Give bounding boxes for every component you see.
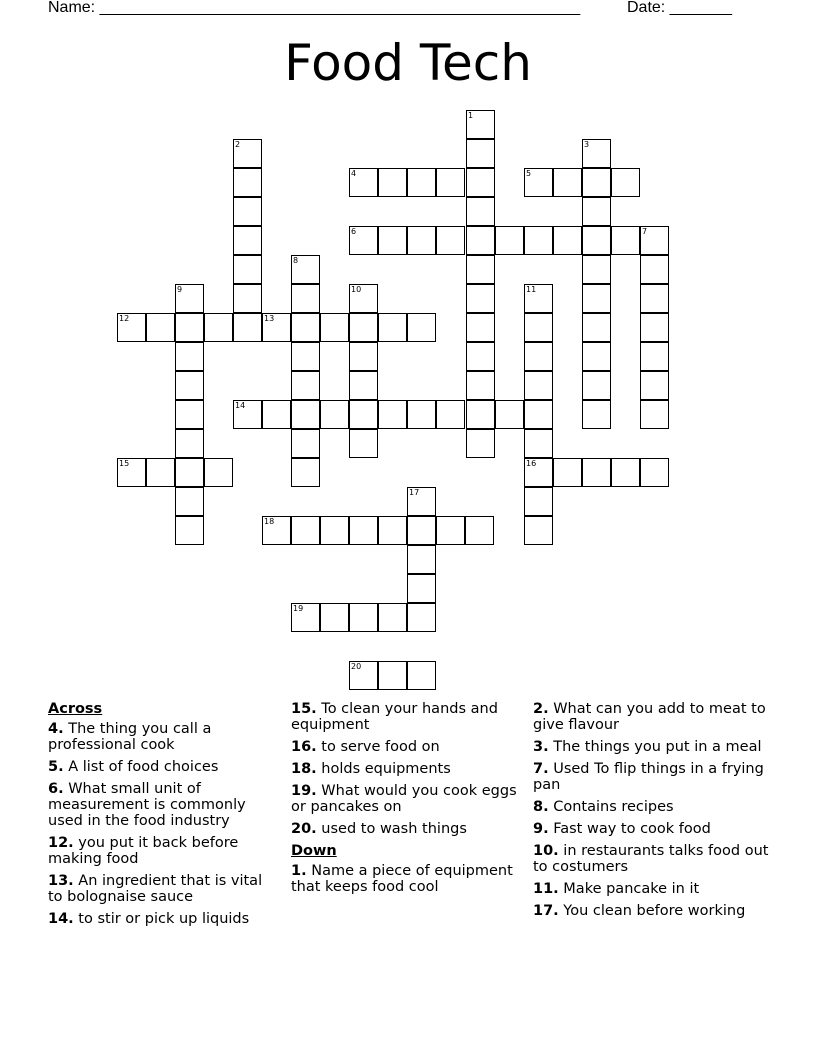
crossword-cell[interactable] <box>320 313 349 342</box>
crossword-cell[interactable] <box>407 400 436 429</box>
clue-item-number: 20. <box>291 821 317 837</box>
crossword-cell[interactable] <box>204 313 233 342</box>
crossword-cell[interactable] <box>466 371 495 400</box>
clue-item-number: 12. <box>48 835 74 851</box>
clue-item <box>533 799 773 815</box>
clue-item-number: 16. <box>291 739 317 755</box>
crossword-cell[interactable] <box>320 516 349 545</box>
crossword-cell[interactable] <box>146 458 175 487</box>
clue-item <box>48 835 278 867</box>
clue-item <box>291 739 521 755</box>
clue-number: 5 <box>526 169 532 178</box>
clue-item-text: You clean before working <box>558 903 746 919</box>
clue-item-number: 6. <box>48 781 64 797</box>
clue-item-text: The thing you call a professional cook <box>48 721 212 753</box>
crossword-cell[interactable] <box>466 313 495 342</box>
clue-item-text: to serve food on <box>316 739 440 755</box>
clue-number: 18 <box>264 517 275 526</box>
page-title: Food Tech <box>284 34 532 92</box>
crossword-cell[interactable] <box>407 168 436 197</box>
crossword-cell[interactable] <box>466 226 495 255</box>
clues-column-2 <box>291 701 521 901</box>
crossword-cell[interactable] <box>175 342 204 371</box>
crossword-cell[interactable] <box>582 284 611 313</box>
name-field-label: Name: ______________________________________________________ <box>48 0 581 16</box>
across-heading: Across <box>48 701 103 717</box>
crossword-cell[interactable] <box>524 371 553 400</box>
crossword-cell[interactable] <box>436 168 465 197</box>
crossword-cell[interactable] <box>407 603 436 632</box>
crossword-cell[interactable] <box>175 487 204 516</box>
clue-item <box>48 721 278 753</box>
clue-item-number: 1. <box>291 863 307 879</box>
down-heading: Down <box>291 843 337 859</box>
crossword-cell[interactable] <box>466 255 495 284</box>
crossword-cell[interactable] <box>466 284 495 313</box>
clue-item-text: What can you add to meat to give flavour <box>533 701 766 733</box>
crossword-cell[interactable] <box>553 226 582 255</box>
crossword-cell[interactable] <box>524 400 553 429</box>
crossword-cell[interactable] <box>466 197 495 226</box>
crossword-cell[interactable] <box>465 516 494 545</box>
clue-item-text: used to wash things <box>316 821 467 837</box>
crossword-cell[interactable] <box>175 371 204 400</box>
crossword-cell[interactable] <box>640 255 669 284</box>
crossword-cell[interactable] <box>407 226 436 255</box>
clue-item-text: An ingredient that is vital to bolognaise sauce <box>48 873 263 905</box>
crossword-cell[interactable] <box>291 284 320 313</box>
crossword-cell[interactable] <box>291 429 320 458</box>
clue-number: 7 <box>642 227 648 236</box>
crossword-cell[interactable] <box>378 313 407 342</box>
crossword-cell[interactable] <box>291 516 320 545</box>
clue-item-text: Used To flip things in a frying pan <box>533 761 764 793</box>
crossword-cell[interactable] <box>436 226 465 255</box>
clue-number: 4 <box>351 169 357 178</box>
crossword-cell[interactable] <box>233 255 262 284</box>
clue-item-number: 3. <box>533 739 549 755</box>
crossword-cell[interactable] <box>524 487 553 516</box>
clue-item-text: in restaurants talks food out to costumers <box>533 843 769 875</box>
crossword-cell[interactable] <box>524 226 553 255</box>
crossword-cell[interactable] <box>524 313 553 342</box>
crossword-cell[interactable] <box>466 429 495 458</box>
crossword-cell[interactable] <box>175 516 204 545</box>
crossword-cell[interactable] <box>233 226 262 255</box>
clue-number: 19 <box>293 604 304 613</box>
crossword-cell[interactable] <box>378 661 407 690</box>
clue-item <box>48 873 278 905</box>
crossword-cell[interactable] <box>553 458 582 487</box>
clue-item <box>48 759 278 775</box>
clue-item-number: 2. <box>533 701 549 717</box>
date-field-label: Date: _______ <box>627 0 732 16</box>
clue-number: 9 <box>177 285 183 294</box>
clue-item <box>291 863 521 895</box>
crossword-cell[interactable] <box>407 545 436 574</box>
clue-number: 6 <box>351 227 357 236</box>
crossword-cell[interactable] <box>524 516 553 545</box>
clue-number: 14 <box>235 401 246 410</box>
crossword-cell[interactable] <box>611 458 640 487</box>
clue-item <box>533 761 773 793</box>
crossword-cell[interactable] <box>378 603 407 632</box>
crossword-cell[interactable] <box>640 371 669 400</box>
clue-item-text: Make pancake in it <box>558 881 700 897</box>
crossword-cell[interactable] <box>582 371 611 400</box>
crossword-cell[interactable] <box>349 400 378 429</box>
crossword-cell[interactable] <box>582 226 611 255</box>
crossword-cell[interactable] <box>436 516 465 545</box>
clues-column-1 <box>48 701 278 933</box>
crossword-cell[interactable] <box>495 226 524 255</box>
down-clue-list <box>291 863 521 895</box>
crossword-cell[interactable] <box>524 342 553 371</box>
clue-item <box>291 701 521 733</box>
crossword-cell[interactable] <box>582 313 611 342</box>
clue-item-text: you put it back before making food <box>48 835 239 867</box>
crossword-cell[interactable] <box>582 197 611 226</box>
clue-number: 15 <box>119 459 130 468</box>
across-clue-list-continued <box>291 701 521 837</box>
crossword-cell[interactable] <box>466 400 495 429</box>
clue-item <box>291 821 521 837</box>
crossword-cell[interactable] <box>640 400 669 429</box>
clues-column-3 <box>533 701 773 925</box>
clue-item-text: to stir or pick up liquids <box>73 911 250 927</box>
crossword-cell[interactable] <box>204 458 233 487</box>
crossword-cell[interactable] <box>320 400 349 429</box>
down-clue-list-continued <box>533 701 773 919</box>
clue-item-number: 18. <box>291 761 317 777</box>
crossword-cell[interactable] <box>378 168 407 197</box>
clue-item <box>533 739 773 755</box>
clue-number: 16 <box>526 459 537 468</box>
clue-item-number: 5. <box>48 759 64 775</box>
clue-item <box>533 881 773 897</box>
clue-item-text: Contains recipes <box>548 799 674 815</box>
crossword-cell[interactable] <box>582 168 611 197</box>
crossword-cell[interactable] <box>436 400 465 429</box>
clue-item <box>533 821 773 837</box>
clue-item-number: 19. <box>291 783 317 799</box>
crossword-cell[interactable] <box>640 284 669 313</box>
crossword-cell[interactable] <box>291 458 320 487</box>
crossword-cell[interactable] <box>175 313 204 342</box>
crossword-cell[interactable] <box>175 429 204 458</box>
crossword-cell[interactable] <box>233 197 262 226</box>
crossword-cell[interactable] <box>291 371 320 400</box>
clue-item-number: 7. <box>533 761 549 777</box>
crossword-cell[interactable] <box>611 168 640 197</box>
across-clue-list <box>48 721 278 927</box>
crossword-cell[interactable] <box>640 313 669 342</box>
crossword-cell[interactable] <box>495 400 524 429</box>
clue-item-text: To clean your hands and equipment <box>291 701 498 733</box>
clue-item <box>533 903 773 919</box>
clue-number: 17 <box>409 488 420 497</box>
crossword-cell[interactable] <box>466 139 495 168</box>
crossword-cell[interactable] <box>640 458 669 487</box>
crossword-cell[interactable] <box>407 574 436 603</box>
crossword-cell[interactable] <box>291 400 320 429</box>
crossword-cell[interactable] <box>582 255 611 284</box>
clue-item-text: What small unit of measurement is commonly used in the food industry <box>48 781 246 829</box>
clue-item-number: 13. <box>48 873 74 889</box>
crossword-cell[interactable] <box>524 429 553 458</box>
clue-item <box>533 843 773 875</box>
crossword-cell[interactable] <box>233 313 262 342</box>
clue-number: 1 <box>468 111 474 120</box>
crossword-cell[interactable] <box>349 371 378 400</box>
clue-item-number: 10. <box>533 843 559 859</box>
crossword-cell[interactable] <box>233 284 262 313</box>
clue-item-number: 14. <box>48 911 74 927</box>
crossword-cell[interactable] <box>320 603 349 632</box>
crossword-cell[interactable] <box>553 168 582 197</box>
crossword-cell[interactable] <box>378 516 407 545</box>
crossword-cell[interactable] <box>146 313 175 342</box>
clue-item-number: 4. <box>48 721 64 737</box>
crossword-cell[interactable] <box>378 226 407 255</box>
clue-number: 20 <box>351 662 362 671</box>
crossword-cell[interactable] <box>582 342 611 371</box>
clue-number: 3 <box>584 140 590 149</box>
clue-item <box>48 911 278 927</box>
crossword-cell[interactable] <box>466 168 495 197</box>
crossword-cell[interactable] <box>407 313 436 342</box>
clue-item-text: The things you put in a meal <box>548 739 762 755</box>
clue-item <box>291 761 521 777</box>
crossword-cell[interactable] <box>582 458 611 487</box>
crossword-cell[interactable] <box>175 400 204 429</box>
clue-number: 2 <box>235 140 241 149</box>
clue-item-text: Fast way to cook food <box>548 821 711 837</box>
crossword-cell[interactable] <box>175 458 204 487</box>
clue-item-number: 8. <box>533 799 549 815</box>
crossword-cell[interactable] <box>291 313 320 342</box>
clue-item-number: 11. <box>533 881 559 897</box>
clue-item-text: holds equipments <box>316 761 451 777</box>
crossword-cell[interactable] <box>349 342 378 371</box>
crossword-cell[interactable] <box>378 400 407 429</box>
clue-item-number: 17. <box>533 903 559 919</box>
crossword-cell[interactable] <box>407 661 436 690</box>
clue-item-number: 15. <box>291 701 317 717</box>
clue-number: 10 <box>351 285 362 294</box>
crossword-cell[interactable] <box>349 516 378 545</box>
clue-item <box>48 781 278 829</box>
clue-number: 12 <box>119 314 130 323</box>
clue-item <box>533 701 773 733</box>
clue-item-text: A list of food choices <box>63 759 219 775</box>
crossword-cell[interactable] <box>291 342 320 371</box>
clue-number: 13 <box>264 314 275 323</box>
crossword-cell[interactable] <box>233 168 262 197</box>
clue-item-text: Name a piece of equipment that keeps food cool <box>291 863 513 895</box>
clue-number: 11 <box>526 285 537 294</box>
crossword-cell[interactable] <box>582 400 611 429</box>
clue-item-number: 9. <box>533 821 549 837</box>
clue-item-text: What would you cook eggs or pancakes on <box>291 783 517 815</box>
clue-item <box>291 783 521 815</box>
crossword-cell[interactable] <box>640 342 669 371</box>
crossword-cell[interactable] <box>611 226 640 255</box>
crossword-cell[interactable] <box>407 516 436 545</box>
crossword-cell[interactable] <box>466 342 495 371</box>
crossword-cell[interactable] <box>349 603 378 632</box>
crossword-cell[interactable] <box>262 400 291 429</box>
crossword-cell[interactable] <box>349 313 378 342</box>
crossword-cell[interactable] <box>349 429 378 458</box>
clue-number: 8 <box>293 256 299 265</box>
